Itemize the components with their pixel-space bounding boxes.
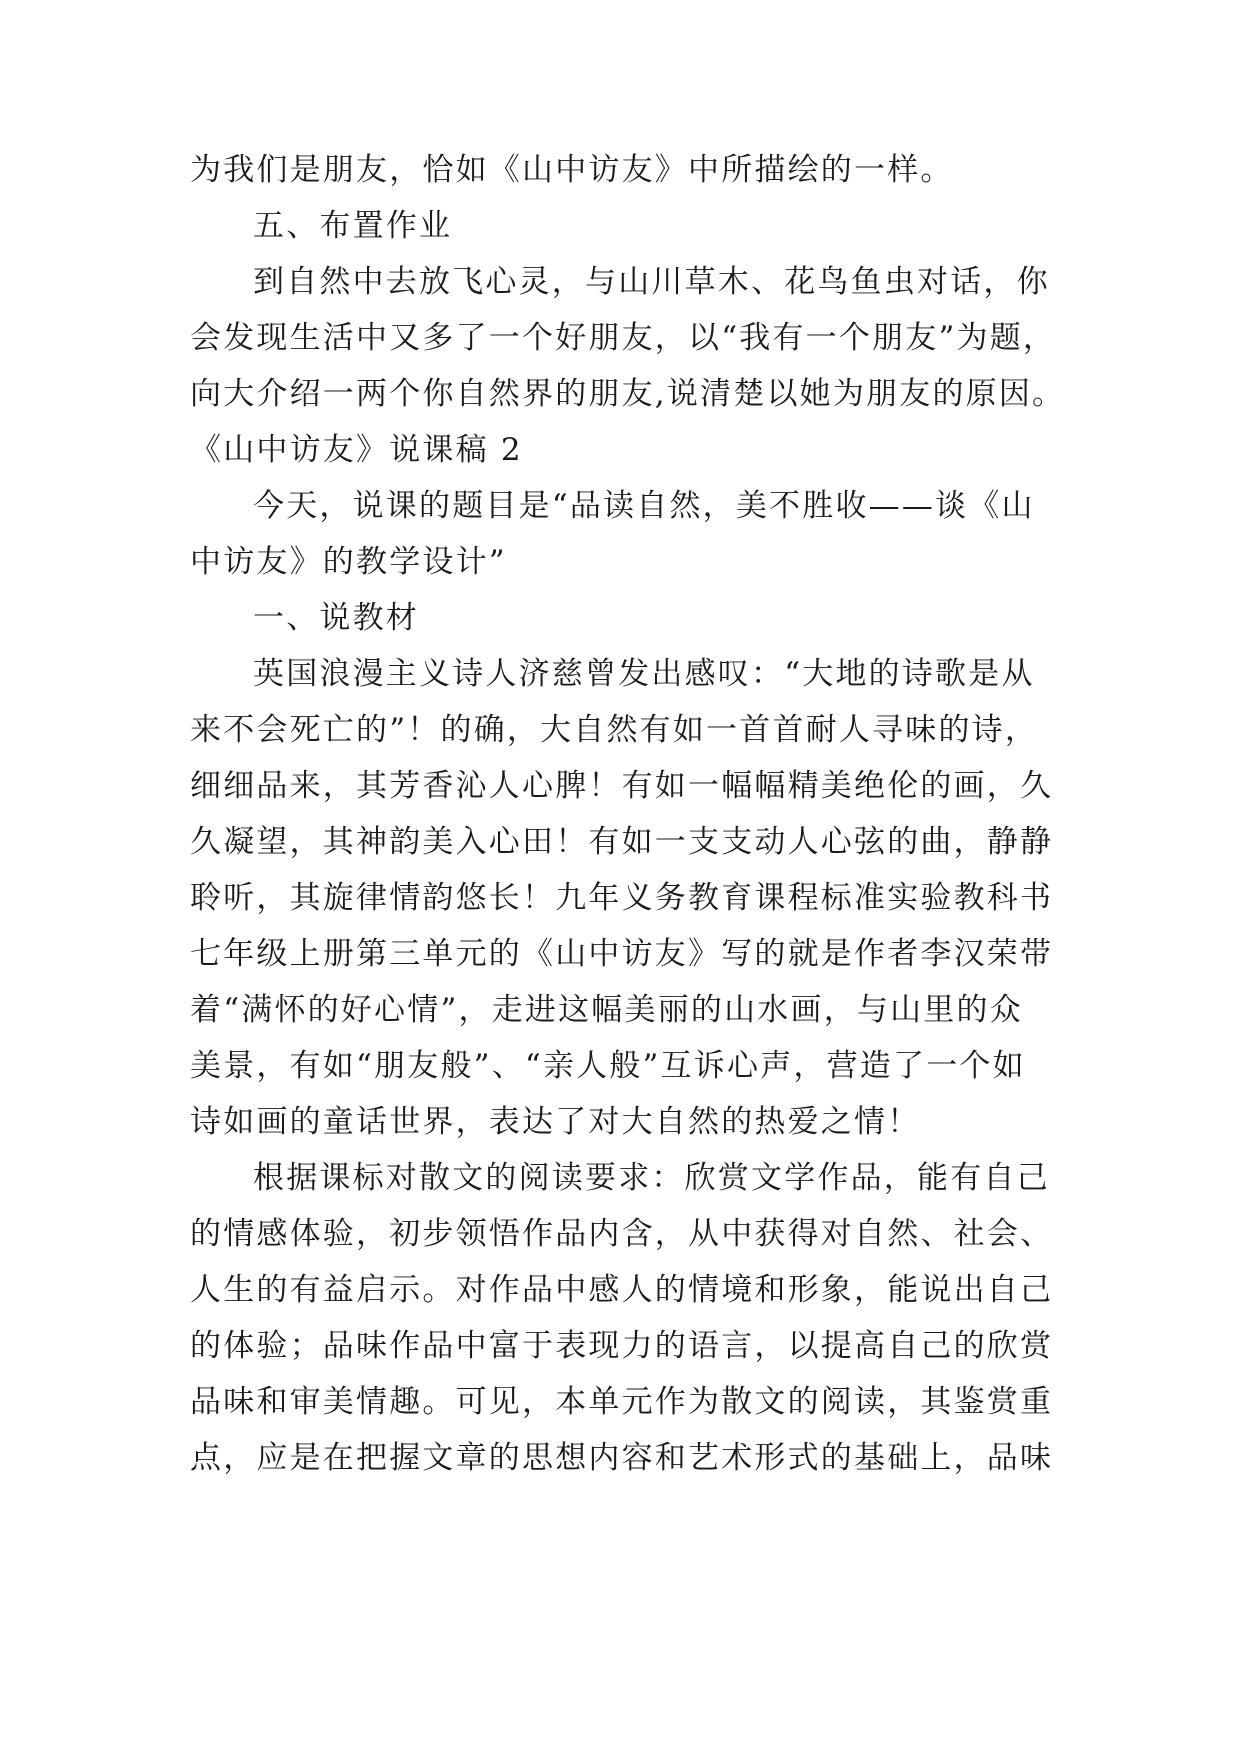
text-line: 人生的有益启示。对作品中感人的情境和形象，能说出自己 bbox=[190, 1272, 1054, 1308]
text-line: 点，应是在把握文章的思想内容和艺术形式的基础上，品味 bbox=[190, 1440, 1054, 1476]
document-title: 《山中访友》说课稿 2 bbox=[190, 432, 523, 468]
section-heading: 一、说教材 bbox=[253, 600, 419, 636]
text-line: 中访友》的教学设计” bbox=[190, 544, 507, 580]
text-line: 根据课标对散文的阅读要求：欣赏文学作品，能有自己 bbox=[253, 1160, 1050, 1196]
text-line: 来不会死亡的”！的确，大自然有如一首首耐人寻味的诗， bbox=[190, 712, 1039, 748]
text-line: 为我们是朋友，恰如《山中访友》中所描绘的一样。 bbox=[190, 152, 954, 188]
text-line: 久凝望，其神韵美入心田！有如一支支动人心弦的曲，静静 bbox=[190, 824, 1054, 860]
text-line: 聆听，其旋律情韵悠长！九年义务教育课程标准实验教科书 bbox=[190, 880, 1054, 916]
text-line: 美景，有如“朋友般”、“亲人般”互诉心声，营造了一个如 bbox=[190, 1048, 1026, 1084]
text-line: 的情感体验，初步领悟作品内含，从中获得对自然、社会、 bbox=[190, 1216, 1054, 1252]
section-heading: 五、布置作业 bbox=[253, 208, 453, 244]
text-line: 细细品来，其芳香沁人心脾！有如一幅幅精美绝伦的画，久 bbox=[190, 768, 1054, 804]
text-line: 诗如画的童话世界，表达了对大自然的热爱之情！ bbox=[190, 1104, 921, 1140]
text-line: 到自然中去放飞心灵，与山川草木、花鸟鱼虫对话，你 bbox=[253, 264, 1050, 300]
text-line: 七年级上册第三单元的《山中访友》写的就是作者李汉荣带 bbox=[190, 936, 1054, 972]
text-line: 的体验；品味作品中富于表现力的语言，以提高自己的欣赏 bbox=[190, 1328, 1054, 1364]
text-line: 向大介绍一两个你自然界的朋友,说清楚以她为朋友的原因。 bbox=[190, 376, 1066, 412]
text-line: 英国浪漫主义诗人济慈曾发出感叹：“大地的诗歌是从 bbox=[253, 656, 1035, 692]
text-line: 品味和审美情趣。可见，本单元作为散文的阅读，其鉴赏重 bbox=[190, 1384, 1054, 1420]
text-line: 着“满怀的好心情”，走进这幅美丽的山水画，与山里的众 bbox=[190, 992, 1023, 1028]
text-line: 今天，说课的题目是“品读自然，美不胜收——谈《山 bbox=[253, 488, 1035, 524]
text-line: 会发现生活中又多了一个好朋友，以“我有一个朋友”为题， bbox=[190, 320, 1057, 356]
